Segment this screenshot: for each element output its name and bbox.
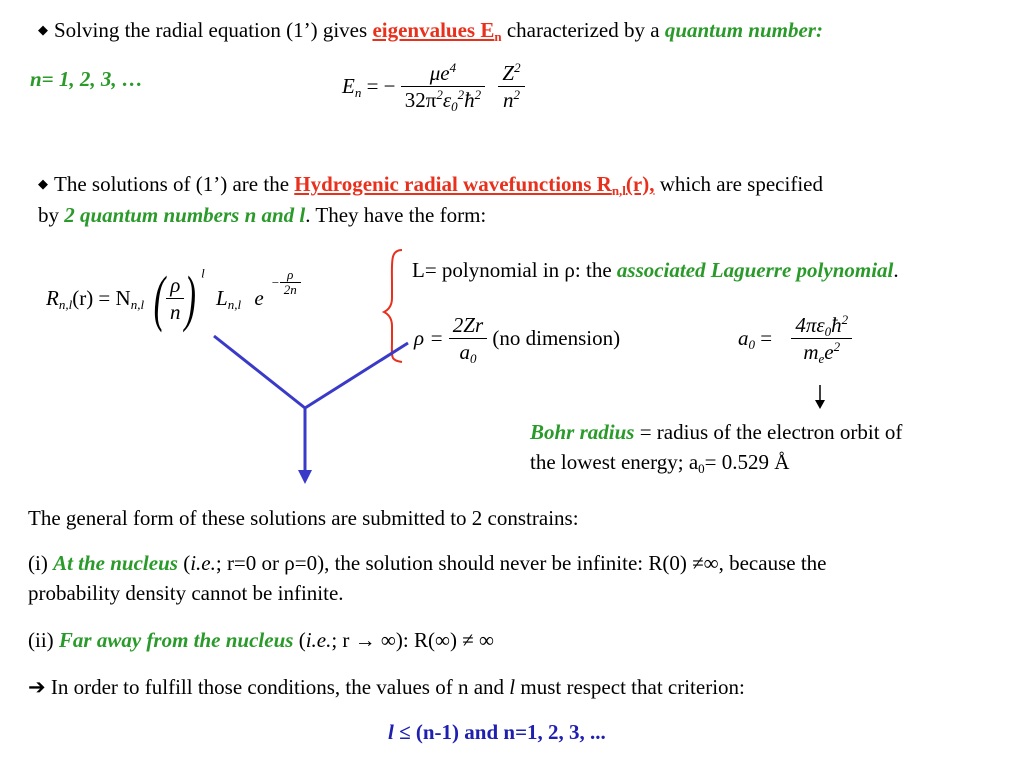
bohr-radius-term: Bohr radius [530,420,635,444]
laguerre-line: L= polynomial in ρ: the associated Laguerre polynomial. [412,258,899,282]
bohr-radius-equation: $a_0$ = $\frac{4\pi\varepsilon_0ħ^2}{m_ee^2}$ [738,312,852,365]
no-dimension-note: (no dimension) [492,326,621,350]
bohr-line2: the lowest energy; $a_0= 0.529$ Å [530,450,790,476]
energy-equation: $E_n$ = − $\frac{\mu e^4}{32\pi^2\varepsilon_0^2ħ^2}$ $\frac{Z^2}{n^2}$ [342,60,525,113]
rho-definition: ρ = $\frac{2Zr}{a_0}$ (no dimension) [414,313,621,366]
arrow-right-icon: ➔ [28,675,46,699]
laguerre-term: associated Laguerre polynomial [616,258,894,282]
right-branch [305,343,408,408]
constraint-ii: (ii) Far away from the nucleus (i.e.; r → ∞): R(∞) ≠ ∞ [28,628,494,652]
hydrogenic-term: Hydrogenic radial wavefunctions $R_{n,l}(r)$, [294,172,655,198]
para1-mid: characterized by a [501,18,665,42]
energy-fraction-1: $\frac{\mu e^4}{32\pi^2\varepsilon_0^2ħ^2}$ [401,60,485,113]
stem-arrowhead [298,470,312,484]
para2-line2: by 2 quantum numbers n and l. They have the form: [38,203,487,227]
bohr-line1: Bohr radius = radius of the electron orbit of [530,420,903,444]
criterion: l ≤ (n-1) and n=1, 2, 3, ... [388,720,606,744]
para1-line1 [38,18,823,43]
eigenvalues-term: eigenvalues $E_n$ [372,18,502,44]
left-branch [214,336,305,408]
quantum-number-term: quantum number: [664,18,823,42]
constraints-intro: The general form of these solutions are submitted to 2 constrains: [28,506,579,530]
at-nucleus-term: At the nucleus [53,551,178,575]
red-brace [384,250,402,362]
conclusion-line: ➔ In order to fulfill those conditions, the values of n and l must respect that criterion: [28,675,745,699]
energy-fraction-2: $\frac{Z^2}{n^2}$ [498,60,524,113]
para2-line1: ◆ The solutions of (1’) are the Hydrogenic radial wavefunctions $R_{n,l}(r)$, which are specified [38,172,823,198]
far-away-term: Far away from the nucleus [58,628,294,652]
rho-fraction: $\frac{2Zr}{a_0}$ [449,312,487,365]
radial-equation: $R_{n,l}(r) = N_{n,l}$ ( $\frac{\rho}{n}$ ) $^l$ $L_{n,l}$ e − $\frac{\rho}{2n}$ [46,268,301,325]
constraint-i-line1: (i) At the nucleus (i.e.; r=0 or ρ=0), the solution should never be infinite: R(0) ≠∞, because the [28,551,827,575]
exponent: − $\frac{\rho}{2n}$ [271,268,301,297]
n-values: n= 1, 2, 3, … [30,67,143,91]
bullet-icon: ◆ [38,22,48,37]
constraint-i-line2: probability density cannot be infinite. [28,581,344,605]
rho-over-n: $\frac{\rho}{n}$ [166,272,185,325]
bullet-icon: ◆ [38,176,48,191]
two-quantum-numbers: 2 quantum numbers n and l [64,203,306,227]
para1-pre: Solving the radial equation (1’) gives [54,18,373,42]
a0-fraction: $\frac{4\pi\varepsilon_0ħ^2}{m_ee^2}$ [791,312,852,365]
a0-arrowhead [815,400,825,409]
